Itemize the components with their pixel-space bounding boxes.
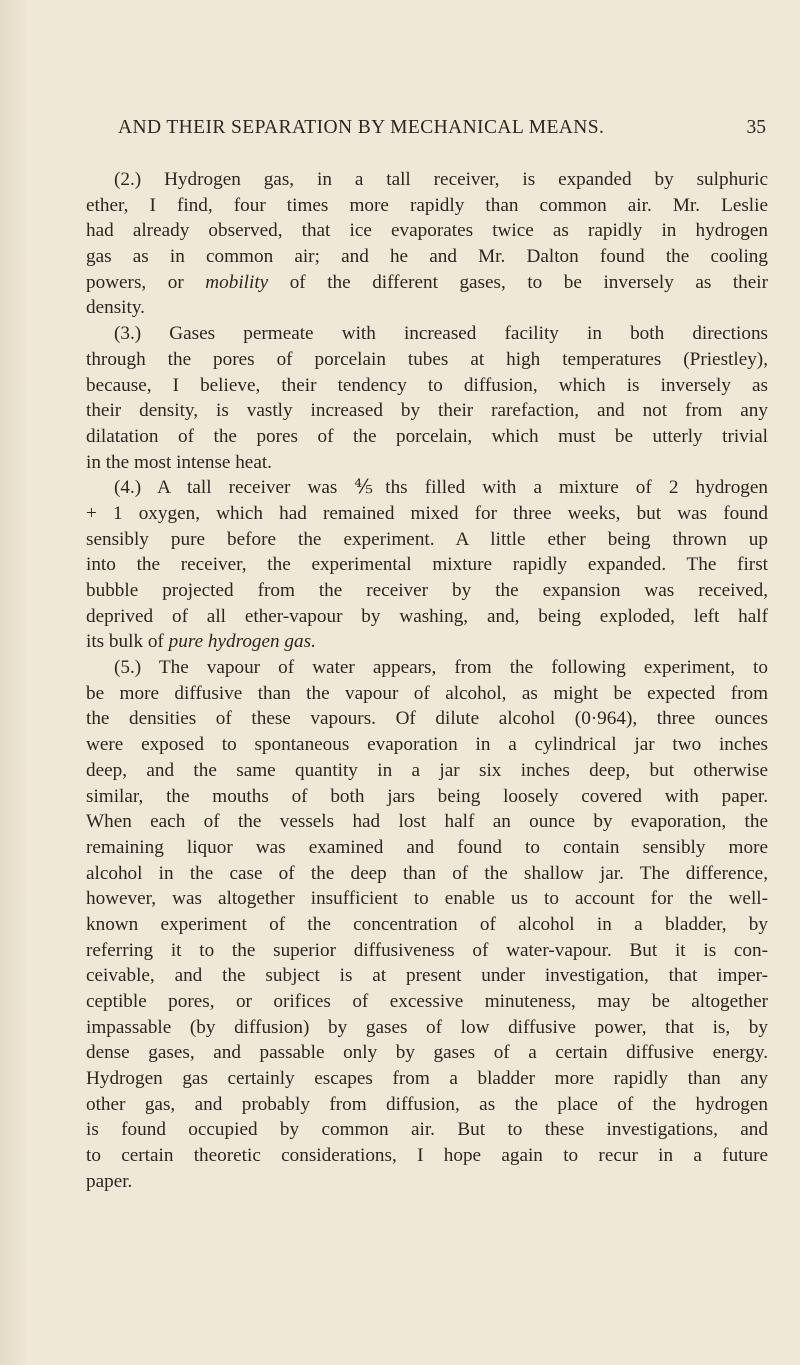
- text-line: be more diffusive than the vapour of alcohol, as might be expected from: [86, 682, 768, 704]
- running-head: [86, 117, 766, 147]
- text-line: dilatation of the pores of the porcelain, which must be utterly trivial: [86, 425, 768, 447]
- text-line: remaining liquor was examined and found to contain sensibly more: [86, 836, 768, 858]
- body-text: [86, 167, 768, 1195]
- text-line: gas as in common air; and he and Mr. Dalton found the cooling: [86, 246, 768, 268]
- text-line: ceivable, and the subject is at present under investigation, that imper-: [86, 965, 768, 987]
- text-line: to certain theoretic considerations, I hope again to recur in a future: [86, 1145, 768, 1167]
- text-line: had already observed, that ice evaporates twice as rapidly in hydrogen: [86, 220, 768, 242]
- text-line: deep, and the same quantity in a jar six inches deep, but otherwise: [86, 759, 768, 781]
- text-line: its bulk of pure hydrogen gas.: [86, 631, 316, 653]
- text-line: bubble projected from the receiver by the expansion was received,: [86, 580, 768, 601]
- text-line: Hydrogen gas certainly escapes from a bladder more rapidly than any: [86, 1068, 768, 1090]
- text-line: is found occupied by common air. But to these investigations, and: [86, 1119, 768, 1141]
- text-line: referring it to the superior diffusiveness of water-vapour. But it is con-: [86, 939, 768, 961]
- text-line: ether, I find, four times more rapidly than common air. Mr. Leslie: [86, 194, 768, 216]
- text-line: dense gases, and passable only by gases of a certain diffusive energy.: [86, 1042, 768, 1064]
- page-number: 35: [746, 117, 766, 138]
- text-line: (5.) The vapour of water appears, from the following experiment, to: [114, 657, 768, 679]
- text-line: sensibly pure before the experiment. A little ether being thrown up: [86, 528, 768, 550]
- text-line: (3.) Gases permeate with increased facility in both directions: [114, 323, 768, 345]
- paragraph: [86, 167, 768, 321]
- text-line: into the receiver, the experimental mixture rapidly expanded. The first: [86, 554, 768, 576]
- text-line: other gas, and probably from diffusion, as the place of the hydrogen: [86, 1093, 768, 1115]
- text-line: similar, the mouths of both jars being loosely covered with paper.: [86, 785, 768, 807]
- text-line: in the most intense heat.: [86, 451, 272, 473]
- text-line: ceptible pores, or orifices of excessive minuteness, may be altogether: [86, 991, 768, 1012]
- text-line: deprived of all ether-vapour by washing, and, being exploded, left half: [86, 605, 768, 627]
- text-line: the densities of these vapours. Of dilute alcohol (0·964), three ounces: [86, 708, 768, 730]
- text-line: known experiment of the concentration of alcohol in a bladder, by: [86, 913, 768, 935]
- text-line: were exposed to spontaneous evaporation in a cylindrical jar two inches: [86, 734, 768, 756]
- text-line: their density, is vastly increased by their rarefaction, and not from any: [86, 400, 768, 422]
- text-line: impassable (by diffusion) by gases of low diffusive power, that is, by: [86, 1016, 768, 1038]
- text-line: however, was altogether insufficient to enable us to account for the well-: [86, 888, 768, 910]
- paragraph: [86, 655, 768, 1194]
- text-line: When each of the vessels had lost half an ounce by evaporation, the: [86, 811, 768, 833]
- text-line: + 1 oxygen, which had remained mixed for three weeks, but was found: [86, 502, 768, 524]
- text-line: alcohol in the case of the deep than of the shallow jar. The difference,: [86, 862, 768, 884]
- text-line: (2.) Hydrogen gas, in a tall receiver, is expanded by sulphuric: [114, 169, 768, 190]
- running-title: AND THEIR SEPARATION BY MECHANICAL MEANS.: [118, 117, 605, 138]
- text-line: because, I believe, their tendency to diffusion, which is inversely as: [86, 374, 768, 396]
- text-line: paper.: [86, 1170, 133, 1192]
- text-line: powers, or mobility of the different gases, to be inversely as their: [86, 271, 768, 293]
- text-line: density.: [86, 297, 145, 319]
- text-line: through the pores of porcelain tubes at high temperatures (Priestley),: [86, 348, 768, 370]
- paragraph: [86, 321, 768, 475]
- text-line: (4.) A tall receiver was ⅘ths filled with a mixture of 2 hydrogen: [114, 477, 768, 499]
- paragraph: [86, 475, 768, 655]
